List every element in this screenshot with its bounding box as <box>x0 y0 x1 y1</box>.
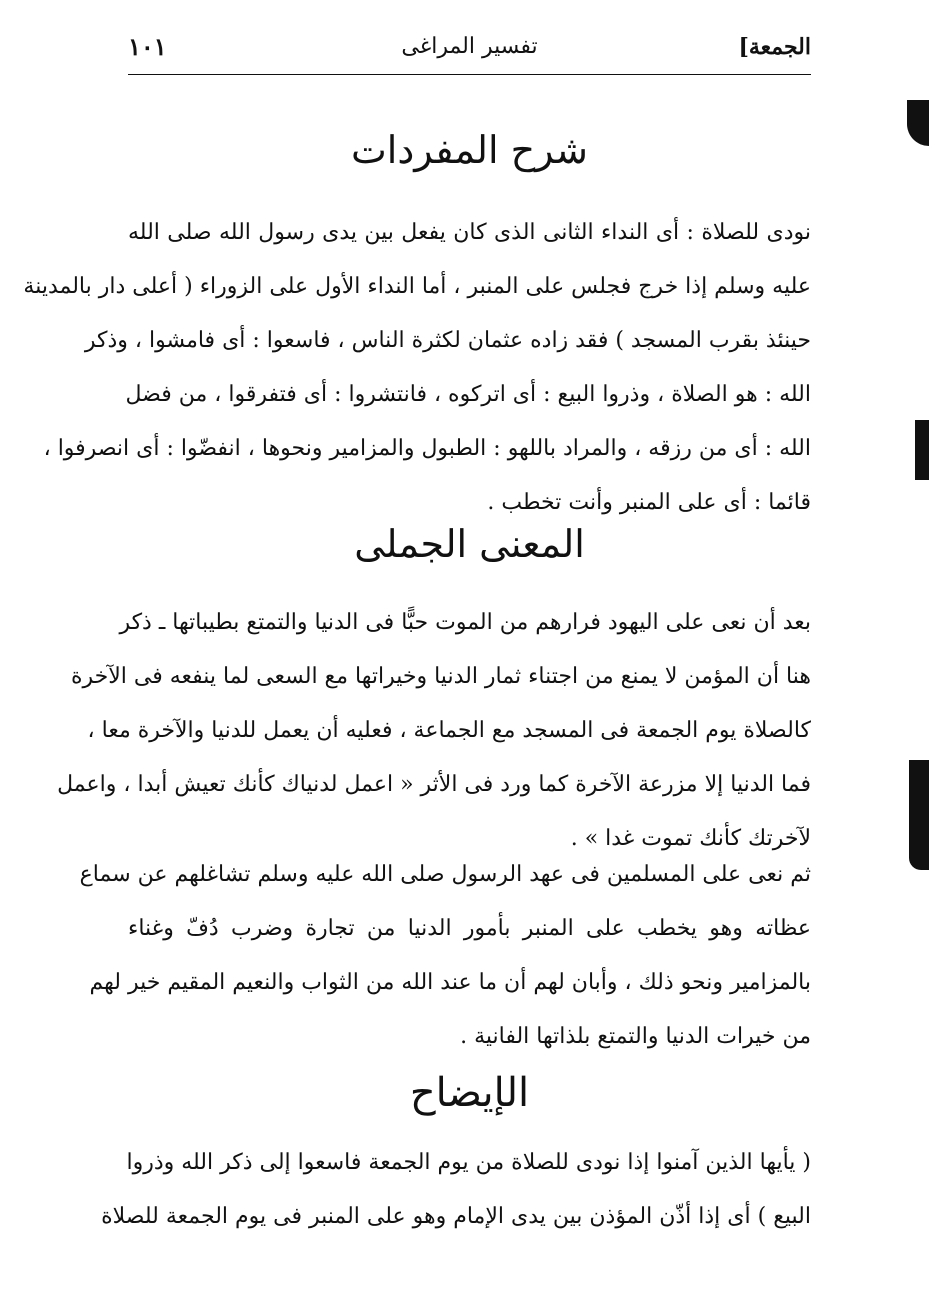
text-line: من خيرات الدنيا والتمتع بلذاتها الفانية . <box>460 1024 811 1049</box>
text-line: عليه وسلم إذا خرج فجلس على المنبر ، أما النداء الأول على الزوراء ( أعلى دار بالمدينة <box>23 274 811 299</box>
text-line: ( يأيها الذين آمنوا إذا نودى للصلاة من يوم الجمعة فاسعوا إلى ذكر الله وذروا <box>126 1150 811 1175</box>
text-line: هنا أن المؤمن لا يمنع من اجتناء ثمار الدنيا وخيراتها مع السعى لما ينفعه فى الآخرة <box>70 664 811 689</box>
vocab-paragraph <box>23 206 811 530</box>
scan-edge-mark <box>915 420 929 480</box>
text-line: عظاته وهو يخطب على المنبر بأمور الدنيا من تجارة وضرب دُفّ وغناء <box>128 916 811 941</box>
text-line: فما الدنيا إلا مزرعة الآخرة كما ورد فى الأثر « اعمل لدنياك كأنك تعيش أبدا ، واعمل <box>57 772 811 797</box>
text-line: الله : هو الصلاة ، وذروا البيع : أى اتركوه ، فانتشروا : أى فتفرقوا ، من فضل <box>125 382 811 407</box>
page-number: ١٠١ <box>128 32 167 61</box>
book-title: تفسير المراغى <box>401 34 538 59</box>
text-line: الله : أى من رزقه ، والمراد باللهو : الطبول والمزامير ونحوها ، انفضّوا : أى انصرفوا ، <box>43 436 811 461</box>
general-meaning-paragraph-2 <box>79 848 811 1064</box>
surah-name: الجمعة] <box>738 34 811 60</box>
text-line: نودى للصلاة : أى النداء الثانى الذى كان يفعل بين يدى رسول الله صلى الله <box>128 220 811 245</box>
page-header <box>128 30 811 75</box>
text-line: حينئذ بقرب المسجد ) فقد زاده عثمان لكثرة الناس ، فاسعوا : أى فامشوا ، وذكر <box>84 328 811 353</box>
scan-edge-mark <box>909 760 929 870</box>
text-line: بالمزامير ونحو ذلك ، وأبان لهم أن ما عند الله من الثواب والنعيم المقيم خير لهم <box>89 970 811 995</box>
general-meaning-heading: المعنى الجملى <box>354 522 585 566</box>
text-line: البيع ) أى إذا أذّن المؤذن بين يدى الإمام وهو على المنبر فى يوم الجمعة للصلاة <box>101 1204 811 1229</box>
explanation-paragraph <box>101 1136 811 1244</box>
vocab-heading: شرح المفردات <box>351 128 588 172</box>
text-line: كالصلاة يوم الجمعة فى المسجد مع الجماعة ، فعليه أن يعمل للدنيا والآخرة معا ، <box>87 718 811 743</box>
text-line: لآخرتك كأنك تموت غدا » . <box>570 826 811 851</box>
text-line: بعد أن نعى على اليهود فرارهم من الموت حبًّا فى الدنيا والتمتع بطيباتها ـ ذكر <box>119 610 811 635</box>
explanation-heading: الإيضاح <box>409 1070 530 1116</box>
text-line: ثم نعى على المسلمين فى عهد الرسول صلى الله عليه وسلم تشاغلهم عن سماع <box>79 862 811 887</box>
text-line: قائما : أى على المنبر وأنت تخطب . <box>487 490 811 515</box>
general-meaning-paragraph-1 <box>57 596 811 866</box>
